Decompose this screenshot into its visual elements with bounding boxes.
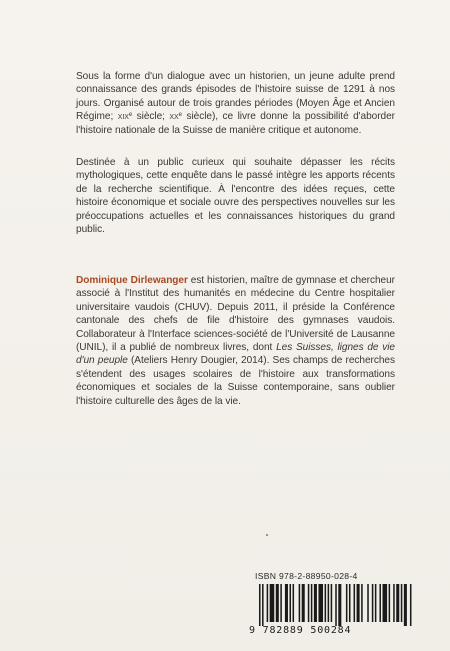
summary-text-2: Destinée à un public curieux qui souhaite dépasser les récits mythologiques, cette enquête dans le passé intègre les apports récents de la recherche scientifique. À l'encontre des idées reçues, cette histoire économique et sociale ouvre des perspectives nouvelles sur les préoccupations actuelles et les connaissances historiques du grand public.: [76, 157, 395, 236]
century-20-suffix: e: [178, 112, 182, 119]
barcode-icon: [259, 584, 413, 626]
speck: [266, 534, 268, 536]
summary-text-mid: siècle;: [132, 111, 170, 123]
summary-paragraph-2: [76, 156, 395, 236]
author-bio: [76, 274, 395, 408]
century-20: xx: [169, 111, 179, 123]
summary-paragraph-1: [76, 70, 395, 137]
author-name: Dominique Dirlewanger: [76, 275, 188, 286]
bio-text-b: (Ateliers Henry Dougier, 2014). Ses champs de recherches s'étendent des usages scolaires de l'histoire aux transformations économiques et sociales de la Suisse contemporaine, sans oublier l'histoire culturelle des âges de la vie.: [76, 355, 395, 407]
century-19-suffix: e: [128, 112, 133, 119]
book-title: Les Suisses, lignes de vie d'un peuple: [76, 342, 395, 367]
barcode-digits: 9 782889 500284: [249, 625, 352, 636]
barcode-block: [249, 571, 419, 639]
bio-text-a: est historien, maître de gymnase et chercheur associé à l'Institut des humanités en médecine du Centre hospitalier universitaire vaudois (CHUV). Depuis 2011, il préside la Conférence cantonale des chefs de file d'histoire des gymnases vaudois. Collaborateur à l'Interface sciences-société de l'Université de Lausanne (UNIL), il a publié de nombreux livres, dont: [76, 275, 395, 354]
summary-text-b: siècle), ce livre donne la possibilité d'aborder l'histoire nationale de la Suisse de manière critique et autonome.: [76, 111, 395, 136]
century-19: xix: [117, 111, 129, 123]
isbn-label: ISBN 978-2-88950-028-4: [255, 571, 358, 581]
summary-text-a: Sous la forme d'un dialogue avec un historien, un jeune adulte prend connaissance des grands épisodes de l'histoire suisse de 1291 à nos jours. Organisé autour de trois grandes périodes (Moyen Âge et Ancien Régime;: [76, 71, 395, 123]
